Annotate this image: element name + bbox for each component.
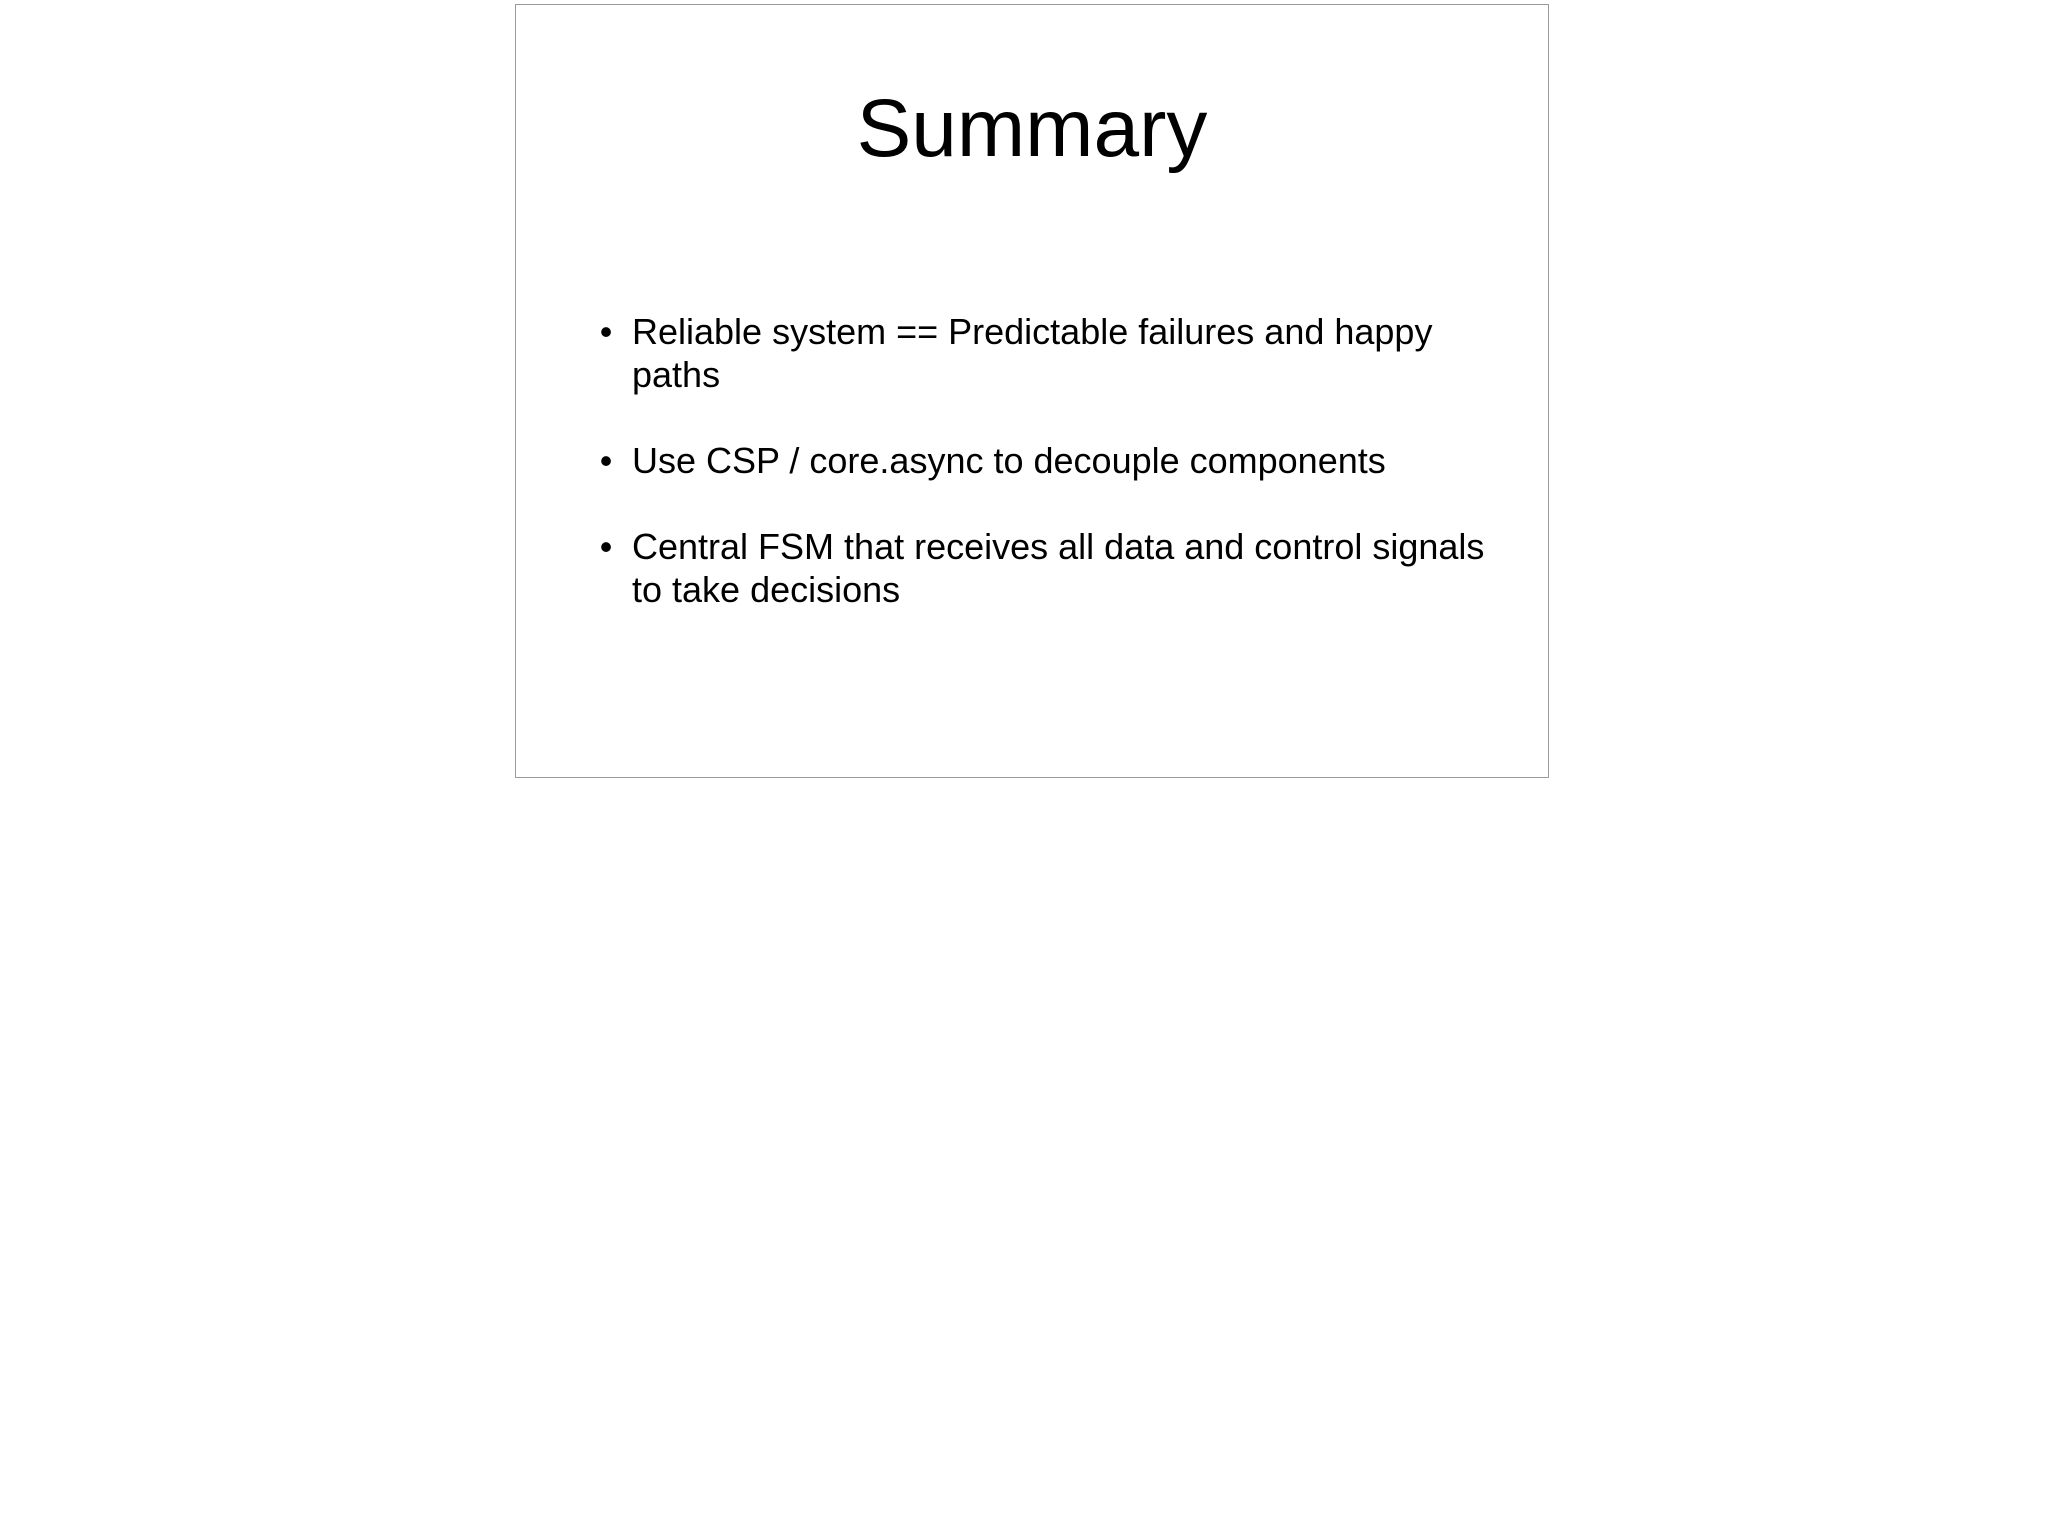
slide-title: Summary (856, 83, 1208, 174)
bullet-item (594, 525, 1504, 611)
bullet-item (594, 310, 1504, 396)
bullet-list (594, 310, 1504, 654)
bullet-marker: • (599, 311, 613, 352)
bullet-item (594, 439, 1504, 482)
bullet-text: Use CSP / core.async to decouple components (632, 440, 1386, 481)
bullet-text: Reliable system == Predictable failures and happy paths (632, 311, 1433, 395)
bullet-marker: • (599, 526, 613, 567)
bullet-marker: • (599, 440, 613, 481)
bullet-text: Central FSM that receives all data and control signals to take decisions (632, 526, 1485, 610)
slide (515, 4, 1549, 778)
